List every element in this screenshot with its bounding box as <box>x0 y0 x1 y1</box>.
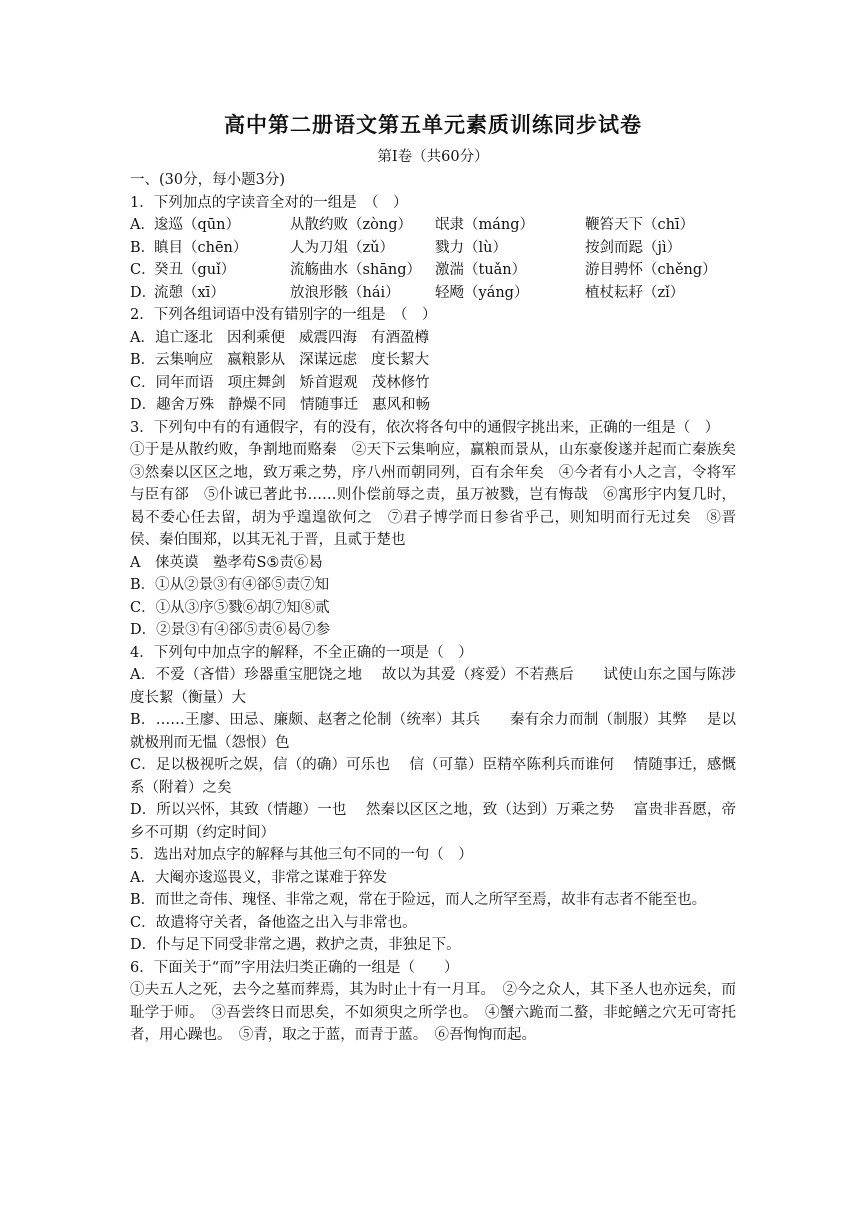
option-item: 流憩（xī） <box>154 284 225 301</box>
question-3-option-d <box>130 619 736 642</box>
option-item: 矫首遐观 <box>299 374 358 391</box>
question-2-option-b <box>130 349 736 372</box>
option-text: 足以极视听之娱，信（的确）可乐也 信（可靠）臣精卒陈利兵而谁何 情随事迁，感慨系（附着）之矣 <box>130 757 736 796</box>
option-label: B． <box>130 239 156 256</box>
option-label: B． <box>130 892 156 908</box>
option-item: 按剑而跽（jì） <box>585 239 682 256</box>
page-subtitle: 第Ⅰ卷（共60分） <box>377 149 489 165</box>
option-label: A <box>130 554 141 571</box>
question-4-option-a <box>130 664 736 709</box>
option-text: 而世之奇伟、瑰怪、非常之观，常在于险远，而人之所罕至焉，故非有志者不能至也。 <box>155 892 707 908</box>
option-item: 茂林修竹 <box>371 374 430 391</box>
option-text: ②景③有④郤⑤责⑥曷⑦参 <box>156 622 331 638</box>
option-item: 嬴粮影从 <box>227 352 286 368</box>
question-4-option-c <box>130 754 736 799</box>
option-text: 故遣将守关者，备他盗之出入与非常也。 <box>155 914 417 931</box>
option-text: ……王廖、田忌、廉颇、赵奢之伦制（统率）其兵 秦有余力而制（制服）其弊 是以就极刑而无愠（怨恨）色 <box>130 712 737 751</box>
option-item: 植杖耘耔（zǐ） <box>585 284 685 301</box>
question-1-option-b <box>130 237 736 260</box>
option-text: 所以兴怀，其致（情趣）一也 然秦以区区之地，致（达到）万乘之势 富贵非吾愿，帝乡不可期（约定时间） <box>130 802 736 841</box>
option-label: B． <box>130 577 156 593</box>
option-label: B． <box>130 712 156 728</box>
option-item: 因利乘便 <box>226 329 285 346</box>
question-3-option-c <box>130 597 736 620</box>
question-5-option-d <box>130 934 736 957</box>
question-5-option-c <box>130 912 736 935</box>
option-item: 趣舍万殊 <box>156 397 215 413</box>
option-label: C． <box>130 914 156 931</box>
option-label: B． <box>130 352 156 368</box>
option-text: 俫英谟 塾孝苟S⑤责⑥曷 <box>140 554 323 571</box>
option-item: 云集响应 <box>155 352 214 368</box>
option-item: 有酒盈樽 <box>370 329 429 346</box>
option-item: 追亡逐北 <box>154 329 213 346</box>
question-2-stem: 2．下列各组词语中没有错别字的一组是 （ ） <box>130 307 437 323</box>
option-text: 不爱（吝惜）珍器重宝肥饶之地 故以为其爱（疼爱）不若燕后 试使山东之国与陈涉度长絜（衡量）大 <box>130 667 736 706</box>
question-1-option-c <box>130 259 736 282</box>
option-label: C． <box>130 599 156 616</box>
option-item: 从散约败（zòng） <box>290 217 412 233</box>
page-title: 高中第二册语文第五单元素质训练同步试卷 <box>224 112 642 137</box>
option-label: C． <box>130 262 156 278</box>
option-item: 威震四海 <box>298 329 357 346</box>
question-5-stem: 5．选出对加点字的解释与其他三句不同的一句（ ） <box>130 847 473 863</box>
question-5-option-b <box>130 889 736 912</box>
question-6-stem: 6．下面关于“而”字用法归类正确的一组是（ ） <box>130 959 459 976</box>
option-label: A． <box>130 217 155 233</box>
option-item: 激湍（tuǎn） <box>435 262 527 278</box>
option-item: 游目骋怀（chěng） <box>585 262 717 278</box>
option-item: 癸丑（guǐ） <box>154 262 236 278</box>
option-item: 情随事迁 <box>300 397 359 413</box>
option-label: D． <box>130 622 157 638</box>
option-item: 鞭笞天下（chī） <box>585 217 695 233</box>
option-label: A． <box>130 329 155 346</box>
question-1-stem: 1．下列加点的字读音全对的一组是 （ ） <box>130 194 408 211</box>
exam-page <box>130 110 751 1047</box>
option-text: 大阉亦逡巡畏义，非常之谋难于猝发 <box>154 869 387 886</box>
option-item: 戮力（lù） <box>435 239 507 256</box>
question-3-option-b <box>130 574 736 597</box>
question-1-option-d <box>130 282 736 305</box>
option-text: ①从②景③有④郤⑤责⑦知 <box>155 577 330 593</box>
section-heading: 一、(30分，每小题3分) <box>130 172 285 188</box>
option-label: D． <box>130 802 157 818</box>
option-item: 项庄舞剑 <box>227 374 286 391</box>
question-2-option-a <box>130 327 736 350</box>
option-item: 逡巡（qūn） <box>154 217 240 233</box>
option-item: 人为刀俎（zǔ） <box>290 239 394 256</box>
option-text: ①从③序⑤戮⑥胡⑦知⑧贰 <box>155 599 330 616</box>
question-5-option-a <box>130 867 736 890</box>
option-label: D． <box>130 937 157 953</box>
question-1-option-a <box>130 214 736 237</box>
option-label: A． <box>130 667 156 683</box>
option-item: 氓隶（máng） <box>435 217 535 233</box>
question-3-option-a <box>130 552 736 575</box>
option-label: D． <box>130 397 157 413</box>
question-3-body: ①于是从散约败，争割地而赂秦 ②天下云集响应，赢粮而景从，山东豪俊遂并起而亡秦族矣 ③然秦以区区之地，致万乘之势，序八州而朝同列，百有余年矣 ④今者有小人之言，令将军与臣有郤 ⑤仆诚已著此书……则仆偿前辱之责，虽万被戮，岂有悔哉 ⑥寓形宇内复几时，曷不委心任去留，胡为乎遑遑欲何之 ⑦君子博学而日参省乎己，则知明而行无过矣 ⑧晋侯、秦伯围郑，以其无礼于晋，且贰于楚也 <box>130 442 751 548</box>
option-item: 瞋目（chēn） <box>154 239 248 256</box>
option-item: 度长絜大 <box>371 352 430 368</box>
option-item: 同年而语 <box>155 374 214 391</box>
option-item: 流觞曲水（shāng） <box>290 262 422 278</box>
question-2-option-c <box>130 372 736 395</box>
option-label: D． <box>130 284 157 301</box>
option-label: C． <box>130 757 156 773</box>
question-4-stem: 4．下列句中加点字的解释，不全正确的一项是（ ） <box>130 644 473 661</box>
option-item: 轻飏（yáng） <box>435 284 529 301</box>
option-item: 深谋远虑 <box>299 352 358 368</box>
question-3-stem: 3．下列句中有的有通假字，有的没有，依次将各句中的通假字挑出来，正确的一组是（ ） <box>130 419 720 436</box>
option-label: A． <box>130 869 155 886</box>
option-item: 放浪形骸（hái） <box>290 284 400 301</box>
option-text: 仆与足下同受非常之遇，救护之责，非独足下。 <box>156 937 461 953</box>
option-label: C． <box>130 374 156 391</box>
option-item: 静燥不同 <box>228 397 287 413</box>
question-4-option-b <box>130 709 736 754</box>
question-4-option-d <box>130 799 736 844</box>
question-2-option-d <box>130 394 736 417</box>
option-item: 惠风和畅 <box>372 397 431 413</box>
question-6-body: ①夫五人之死，去今之墓而葬焉，其为时止十有一月耳。 ②今之众人，其下圣人也亦远矣，而耻学于师。 ③吾尝终日而思矣，不如须臾之所学也。 ④蟹六跪而二螯，非蛇鳝之穴无可寄托者，用心躁也。 ⑤青，取之于蓝，而青于蓝。 ⑥吾恂恂而起。 <box>130 982 736 1043</box>
